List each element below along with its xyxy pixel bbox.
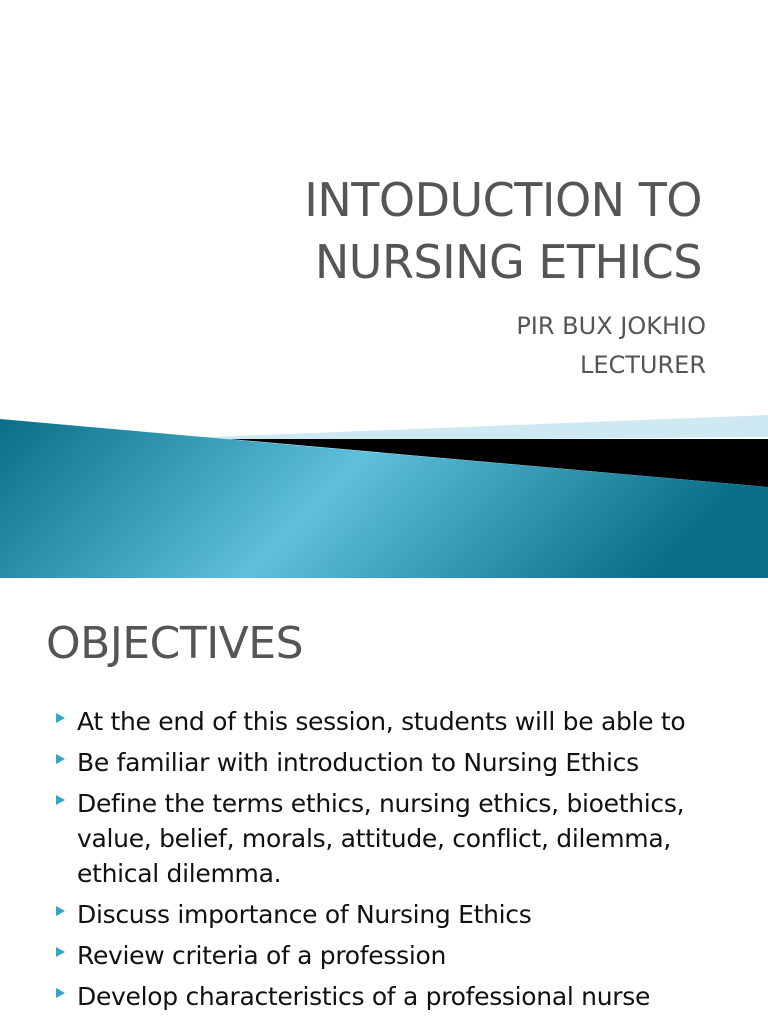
slide-title-line-2: NURSING ETHICS (314, 235, 702, 289)
list-item (52, 704, 752, 739)
list-item-text: Develop characteristics of a professional nurse (77, 982, 651, 1011)
bullet-arrow-icon (56, 988, 65, 998)
bullet-arrow-icon (56, 713, 65, 723)
list-item-text: At the end of this session, students will be able to (77, 707, 686, 736)
objectives-list (52, 704, 752, 1020)
objectives-heading: OBJECTIVES (46, 618, 304, 669)
list-item-text: Define the terms ethics, nursing ethics, bioethics, value, belief, morals, attitude, conflict, dilemma, ethical dilemma. (77, 789, 685, 888)
list-item (52, 979, 752, 1014)
list-item (52, 745, 752, 780)
list-item-text: Be familiar with introduction to Nursing Ethics (77, 748, 639, 777)
author-role: LECTURER (579, 351, 706, 379)
bullet-arrow-icon (56, 906, 65, 916)
decorative-banner (0, 415, 768, 578)
bullet-arrow-icon (56, 754, 65, 764)
list-item-text: Review criteria of a profession (77, 941, 447, 970)
list-item (52, 938, 752, 973)
author-name: PIR BUX JOKHIO (516, 312, 706, 340)
objectives-slide (0, 578, 768, 1024)
bullet-arrow-icon (56, 795, 65, 805)
list-item-text: Discuss importance of Nursing Ethics (77, 900, 532, 929)
list-item (52, 897, 752, 932)
bullet-arrow-icon (56, 947, 65, 957)
banner-light-strip (160, 415, 768, 441)
slide-title-line-1: INTODUCTION TO (304, 173, 702, 227)
list-item (52, 786, 752, 891)
